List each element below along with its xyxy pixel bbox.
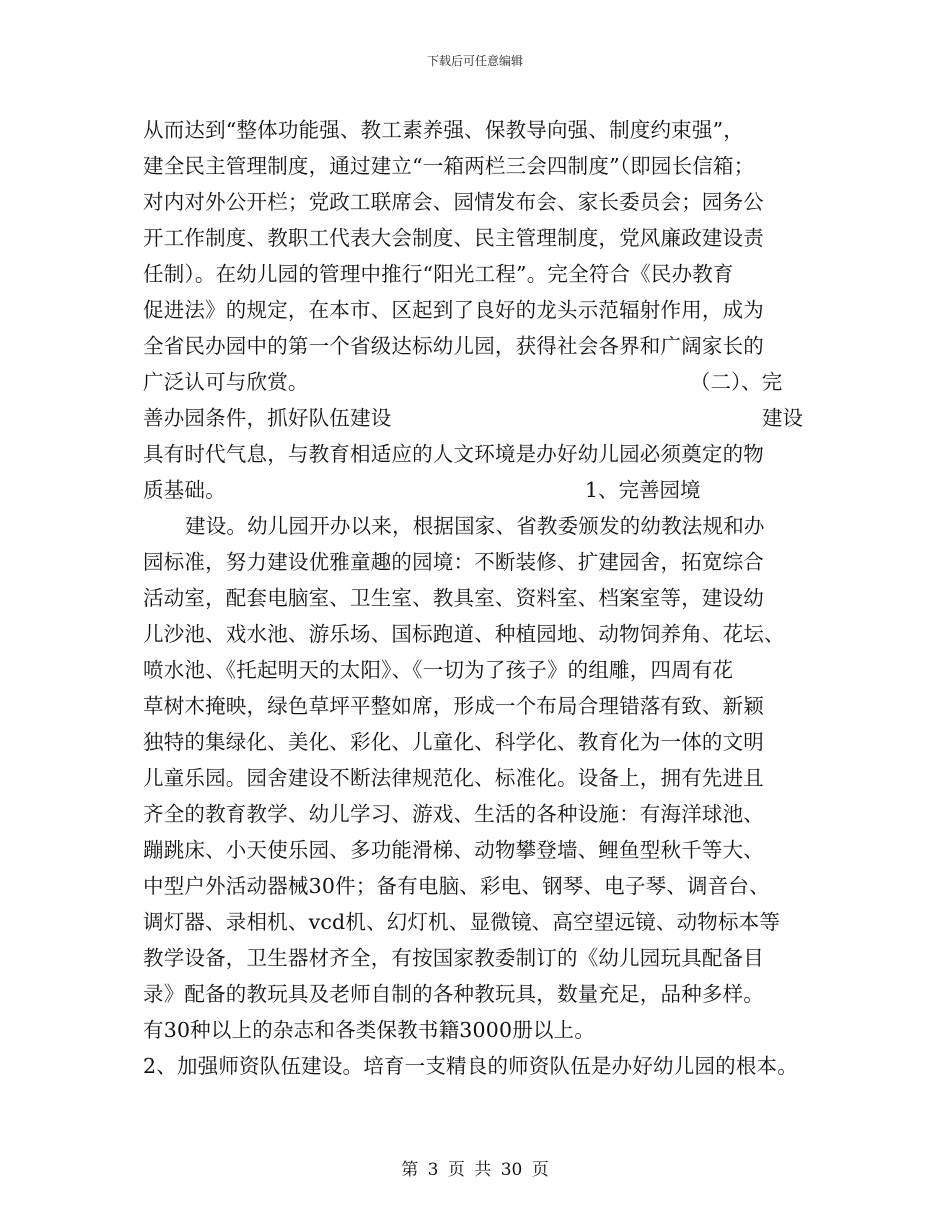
- text-line: 独特的集绿化、美化、彩化、儿童化、科学化、教育化为一体的文明: [143, 730, 764, 754]
- text-line: 园标准，努力建设优雅童趣的园境：不断装修、扩建园舍，拓宽综合: [143, 550, 764, 574]
- text-line: 草树木掩映，绿色草坪平整如席，形成一个布局合理错落有致、新颖: [143, 694, 764, 718]
- text-line: 促进法》的规定，在本市、区起到了良好的龙头示范辐射作用，成为: [143, 298, 764, 322]
- text-line: 儿沙池、戏水池、游乐场、国标跑道、种植园地、动物饲养角、花坛、: [143, 622, 785, 646]
- text-line: 建全民主管理制度，通过建立“一箱两栏三会四制度”（即园长信箱；: [143, 154, 755, 178]
- text-line: 善办园条件，抓好队伍建设: [143, 406, 392, 430]
- text-line: 儿童乐园。园舍建设不断法律规范化、标准化。设备上，拥有先进且: [143, 766, 764, 790]
- text-line: 任制）。在幼儿园的管理中推行“阳光工程”。完全符合《民办教育: [143, 262, 734, 286]
- section-heading-fragment: （二）、完: [690, 370, 783, 394]
- text-line: 录》配备的教玩具及老师自制的各种教玩具，数量充足，品种多样。: [143, 982, 764, 1006]
- text-line: 调灯器、录相机、vcd机、幻灯机、显微镜、高空望远镜、动物标本等: [143, 910, 781, 934]
- text-line: 对内对外公开栏；党政工联席会、园情发布会、家长委员会；园务公: [143, 190, 764, 214]
- page-header: 下载后可任意编辑: [426, 54, 523, 68]
- subsection-heading-fragment: 1、完善园境: [585, 478, 701, 502]
- text-line: 开工作制度、教职工代表大会制度、民主管理制度，党风廉政建设责: [143, 226, 764, 250]
- text-line: 有30种以上的杂志和各类保教书籍3000册以上。: [143, 1018, 596, 1042]
- text-line: 中型户外活动器械30件；备有电脑、彩电、钢琴、电子琴、调音台、: [143, 874, 770, 898]
- text-line: 建设。幼儿园开办以来，根据国家、省教委颁发的幼教法规和办: [185, 514, 765, 538]
- text-fragment: 建设: [762, 406, 803, 430]
- text-line: 2、加强师资队伍建设。培育一支精良的师资队伍是办好幼儿园的根本。: [143, 1054, 798, 1078]
- text-line: 全省民办园中的第一个省级达标幼儿园，获得社会各界和广阔家长的: [143, 334, 764, 358]
- text-line: 从而达到“整体功能强、教工素养强、保教导向强、制度约束强”，: [143, 118, 744, 142]
- text-line: 蹦跳床、小天使乐园、多功能滑梯、动物攀登墙、鲤鱼型秋千等大、: [143, 838, 764, 862]
- text-line: 广泛认可与欣赏。: [143, 370, 309, 394]
- text-line: 教学设备，卫生器材齐全，有按国家教委制订的《幼儿园玩具配备目: [143, 946, 764, 970]
- text-line: 活动室，配套电脑室、卫生室、教具室、资料室、档案室等，建设幼: [143, 586, 764, 610]
- text-line: 齐全的教育教学、幼儿学习、游戏、生活的各种设施：有海洋球池、: [143, 802, 764, 826]
- text-line: 具有时代气息，与教育相适应的人文环境是办好幼儿园必须奠定的物: [143, 442, 764, 466]
- page-footer: 第 3 页 共 30 页: [401, 1160, 549, 1180]
- text-line: 质基础。: [143, 478, 226, 502]
- text-line: 喷水池、《托起明天的太阳》、《一切为了孩子》的组雕，四周有花: [143, 658, 734, 682]
